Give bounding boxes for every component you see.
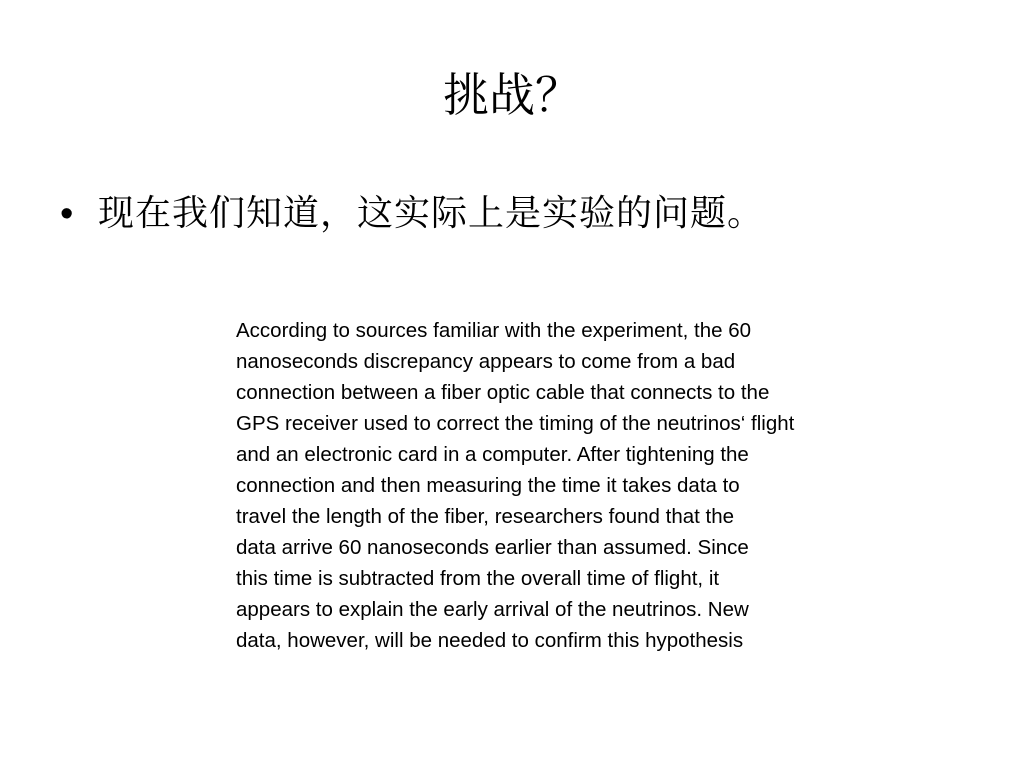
bullet-text: 现在我们知道，这实际上是实验的问题。 <box>98 193 765 234</box>
slide-title: 挑战？ <box>443 68 581 122</box>
bullet-marker: • <box>60 193 74 235</box>
quote-paragraph: According to sources familiar with the experiment, the 60 nanoseconds discrepancy appears to come from a bad connection between a fiber optic cable that connects to the GPS receiver used to correct the timing of the neutrinos‘ flight and an electronic card in a computer. After tightening the connection and then measuring the time it takes data to travel the length of the fiber, researchers found that the data arrive 60 nanoseconds earlier than assumed. Since this time is subtracted from the overall time of flight, it appears to explain the early arrival of the neutrinos. New data, however, will be needed to confirm this hypothesis <box>236 319 795 652</box>
bullet-item <box>60 186 980 242</box>
